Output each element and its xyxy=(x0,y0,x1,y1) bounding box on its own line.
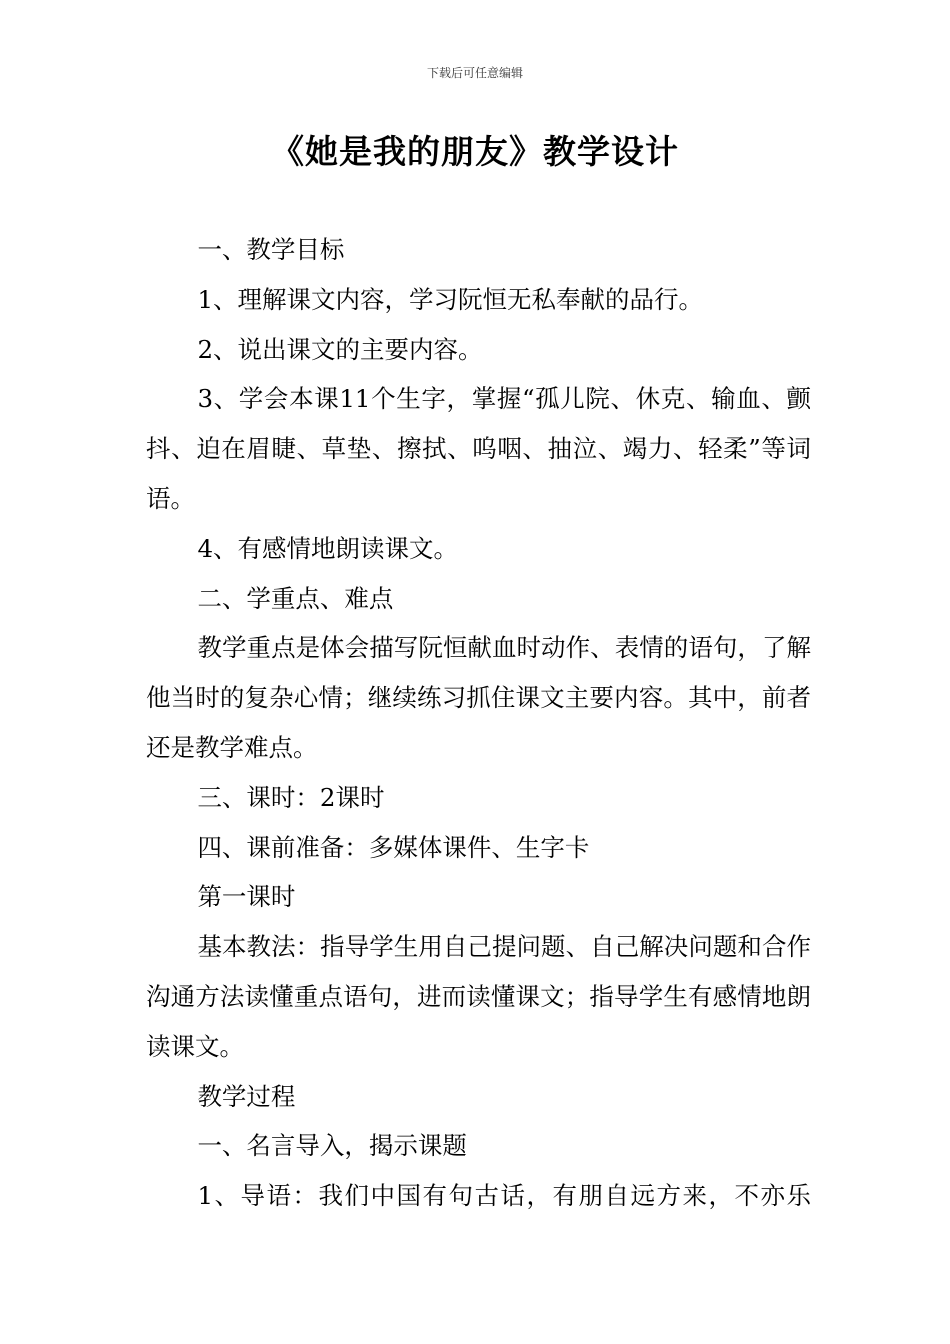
document-body xyxy=(146,225,811,1221)
section-heading-process: 教学过程 xyxy=(197,1081,296,1111)
objective-item: 4、有感情地朗读课文。 xyxy=(197,533,459,563)
section-heading-class-hours: 三、课时：2课时 xyxy=(197,782,385,812)
section-heading-preparation: 四、课前准备：多媒体课件、生字卡 xyxy=(197,832,590,862)
lesson-heading: 第一课时 xyxy=(197,882,296,912)
paragraph: 1、导语：我们中国有句古话，有朋自远方来，不亦乐 xyxy=(197,1181,811,1211)
paragraph: 基本教法：指导学生用自己提问题、自己解决问题和合作沟通方法读懂重点语句，进而读懂课文；指导学生有感情地朗读课文。 xyxy=(146,932,811,1061)
section-heading-key-points: 二、学重点、难点 xyxy=(197,583,394,613)
objective-item: 1、理解课文内容，学习阮恒无私奉献的品行。 xyxy=(197,284,704,314)
header-note: 下载后可任意编辑 xyxy=(426,66,523,80)
section-heading-objectives: 一、教学目标 xyxy=(197,235,345,264)
objective-item: 2、说出课文的主要内容。 xyxy=(197,334,483,364)
paragraph: 教学重点是体会描写阮恒献血时动作、表情的语句，了解他当时的复杂心情；继续练习抓住课文主要内容。其中，前者还是教学难点。 xyxy=(146,633,811,762)
document-title: 《她是我的朋友》教学设计 xyxy=(271,132,679,171)
step-heading: 一、名言导入，揭示课题 xyxy=(197,1131,467,1161)
objective-item: 3、学会本课11个生字，掌握“孤儿院、休克、输血、颤抖、迫在眉睫、草垫、擦拭、呜咽、抽泣、竭力、轻柔”等词语。 xyxy=(146,384,811,513)
